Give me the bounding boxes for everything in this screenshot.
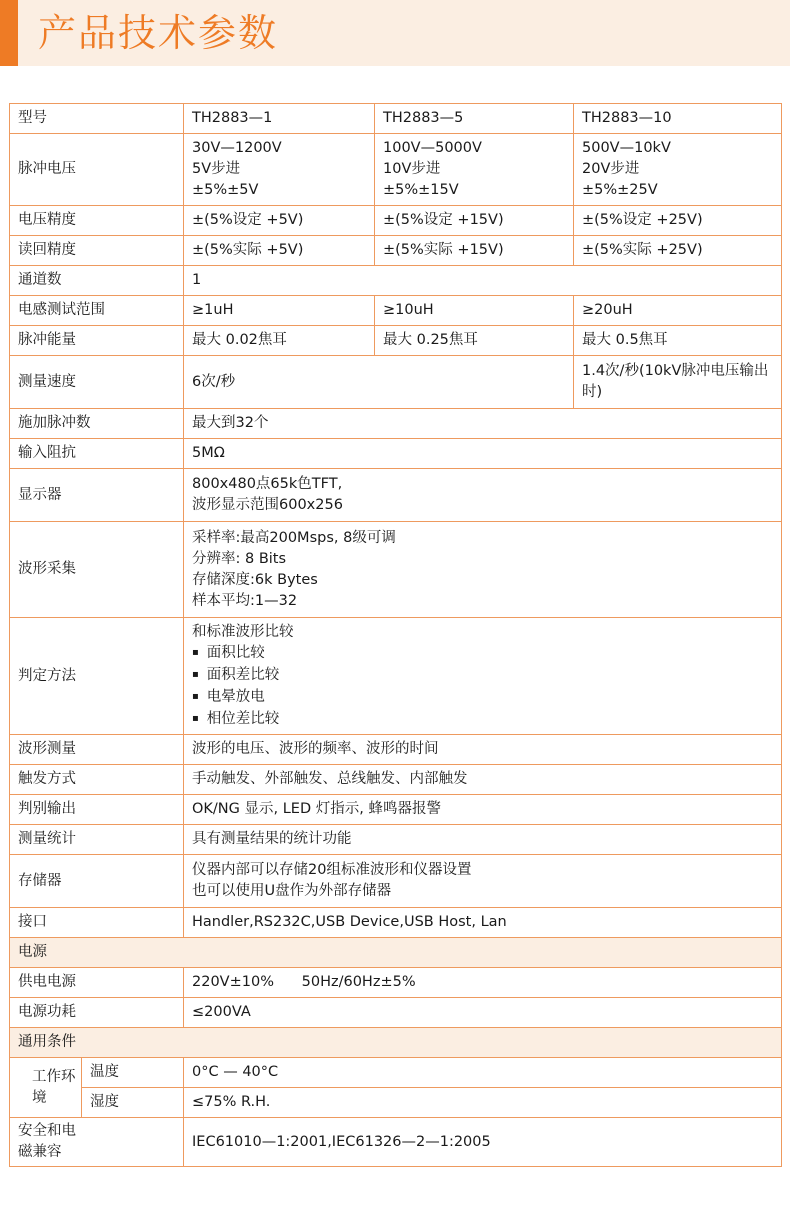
spec-label: 显示器 — [10, 469, 184, 522]
spec-label: 脉冲能量 — [10, 326, 184, 356]
spec-value: 波形的电压、波形的频率、波形的时间 — [184, 735, 782, 765]
spec-value: ≥10uH — [375, 296, 574, 326]
spec-value: 220V±10% 50Hz/60Hz±5% — [184, 968, 782, 998]
spec-value: TH2883—1 — [184, 104, 375, 134]
spec-value: ≥1uH — [184, 296, 375, 326]
spec-sublabel: 湿度 — [82, 1088, 184, 1118]
table-row — [10, 968, 782, 998]
spec-value: 30V—1200V 5V步进 ±5%±5V — [184, 134, 375, 206]
spec-value: Handler,RS232C,USB Device,USB Host, Lan — [184, 908, 782, 938]
table-row — [10, 908, 782, 938]
spec-value: 最大 0.02焦耳 — [184, 326, 375, 356]
spec-value: TH2883—5 — [375, 104, 574, 134]
spec-value: 最大 0.25焦耳 — [375, 326, 574, 356]
spec-value: TH2883—10 — [574, 104, 782, 134]
table-row — [10, 356, 782, 409]
spec-label: 测量速度 — [10, 356, 184, 409]
table-row — [10, 296, 782, 326]
table-row — [10, 522, 782, 618]
spec-label: 测量统计 — [10, 825, 184, 855]
spec-label: 型号 — [10, 104, 184, 134]
section-header: 通用条件 — [10, 1028, 782, 1058]
section-header: 电源 — [10, 938, 782, 968]
spec-value: ±(5%实际 +15V) — [375, 236, 574, 266]
spec-label: 输入阻抗 — [10, 439, 184, 469]
spec-value: ≤200VA — [184, 998, 782, 1028]
spec-label: 供电电源 — [10, 968, 184, 998]
table-row — [10, 104, 782, 134]
spec-value: 手动触发、外部触发、总线触发、内部触发 — [184, 765, 782, 795]
spec-label: 存储器 — [10, 855, 184, 908]
spec-table — [9, 103, 782, 1167]
spec-label: 判别输出 — [10, 795, 184, 825]
table-row — [10, 1118, 782, 1167]
spec-value: IEC61010—1:2001,IEC61326—2—1:2005 — [184, 1118, 782, 1167]
table-row — [10, 134, 782, 206]
table-row — [10, 618, 782, 735]
page-title: 产品技术参数 — [38, 11, 279, 55]
spec-label: 电感测试范围 — [10, 296, 184, 326]
spec-label: 通道数 — [10, 266, 184, 296]
table-row — [10, 825, 782, 855]
spec-value: OK/NG 显示, LED 灯指示, 蜂鸣器报警 — [184, 795, 782, 825]
spec-value: 最大 0.5焦耳 — [574, 326, 782, 356]
spec-label: 判定方法 — [10, 618, 184, 735]
spec-value: 和标准波形比较 ▪ 面积比较 ▪ 面积差比较 ▪ 电晕放电 ▪ 相位差比较 — [184, 618, 782, 735]
spec-value: 6次/秒 — [184, 356, 574, 409]
spec-value: 具有测量结果的统计功能 — [184, 825, 782, 855]
spec-value: 5MΩ — [184, 439, 782, 469]
spec-value: 0°C — 40°C — [184, 1058, 782, 1088]
spec-value: ±(5%设定 +25V) — [574, 206, 782, 236]
spec-value: ±(5%实际 +5V) — [184, 236, 375, 266]
spec-label: 电源功耗 — [10, 998, 184, 1028]
table-row — [10, 439, 782, 469]
spec-label: 工作环境 — [10, 1058, 82, 1118]
spec-label: 读回精度 — [10, 236, 184, 266]
spec-label: 安全和电磁兼容 — [10, 1118, 184, 1167]
list-item: ▪ 相位差比较 — [192, 709, 773, 731]
spec-label: 电压精度 — [10, 206, 184, 236]
spec-label: 接口 — [10, 908, 184, 938]
spec-value: ≥20uH — [574, 296, 782, 326]
table-row — [10, 236, 782, 266]
spec-value: 800x480点65k色TFT, 波形显示范围600x256 — [184, 469, 782, 522]
spec-value: 最大到32个 — [184, 409, 782, 439]
spec-value: 500V—10kV 20V步进 ±5%±25V — [574, 134, 782, 206]
table-row — [10, 795, 782, 825]
table-row — [10, 469, 782, 522]
table-row — [10, 735, 782, 765]
section-header-row — [10, 938, 782, 968]
page-header — [0, 0, 790, 66]
table-row — [10, 1058, 782, 1088]
spec-value: 采样率:最高200Msps, 8级可调 分辨率: 8 Bits 存储深度:6k Bytes 样本平均:1—32 — [184, 522, 782, 618]
table-row — [10, 266, 782, 296]
spec-label: 波形测量 — [10, 735, 184, 765]
table-row — [10, 998, 782, 1028]
table-row — [10, 409, 782, 439]
spec-label: 触发方式 — [10, 765, 184, 795]
spec-value: ±(5%实际 +25V) — [574, 236, 782, 266]
table-row — [10, 855, 782, 908]
spec-value: 仪器内部可以存储20组标准波形和仪器设置 也可以使用U盘作为外部存储器 — [184, 855, 782, 908]
list-item: ▪ 面积比较 — [192, 643, 773, 665]
table-row — [10, 326, 782, 356]
spec-label: 波形采集 — [10, 522, 184, 618]
spec-label: 施加脉冲数 — [10, 409, 184, 439]
section-header-row — [10, 1028, 782, 1058]
list-item: ▪ 面积差比较 — [192, 665, 773, 687]
table-row — [10, 765, 782, 795]
spec-sublabel: 温度 — [82, 1058, 184, 1088]
spec-value: ±(5%设定 +5V) — [184, 206, 375, 236]
list-item: ▪ 电晕放电 — [192, 687, 773, 709]
spec-label: 脉冲电压 — [10, 134, 184, 206]
spec-value: 1.4次/秒(10kV脉冲电压输出时) — [574, 356, 782, 409]
spec-value: 100V—5000V 10V步进 ±5%±15V — [375, 134, 574, 206]
spec-value: ≤75% R.H. — [184, 1088, 782, 1118]
table-row — [10, 206, 782, 236]
table-row — [10, 1088, 782, 1118]
spec-value: 1 — [184, 266, 782, 296]
header-accent-bar — [0, 0, 18, 66]
spec-value: ±(5%设定 +15V) — [375, 206, 574, 236]
